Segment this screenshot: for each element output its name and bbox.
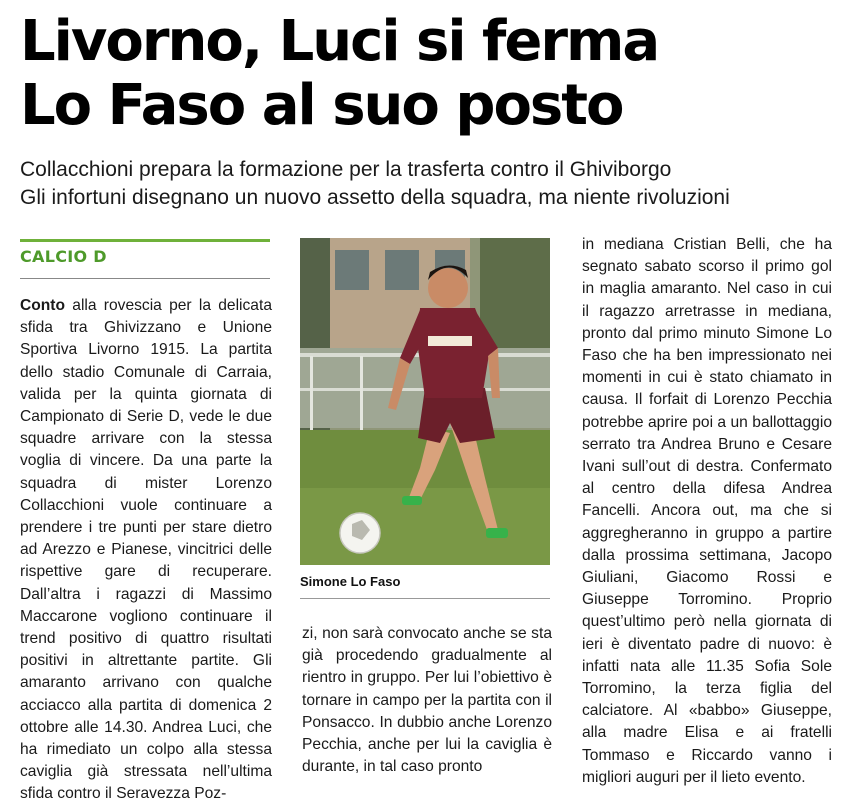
article-column-3 [582,234,832,789]
photo-caption: Simone Lo Faso [300,574,401,589]
headline-line-1: Livorno, Luci si ferma [20,9,659,74]
caption-divider [300,598,550,599]
article-text-3: in mediana Cristian Belli, che ha segnato sabato scorso il primo gol in maglia amaranto. Nel caso in cui il ragazzo arretrasse in mediana, pronto dal primo minuto Simone Lo Faso che ha ben impressionato nei momenti in cui è stato chiamato in causa. Il forfait di Lorenzo Pecchia potrebbe aprire poi a un ballottaggio serrato tra Andrea Bruno e Cesare Ivani sull’out di destra. Confermato al centro della difesa Andrea Fancelli. Ancora out, ma che si aggregheranno in gruppo a partire dalla prossima settimana, Jacopo Giuliani, Giacomo Rossi e Giuseppe Torromino. Proprio quest’ultimo però nella giornata di ieri è diventato padre di nuovo: è infatti nata alle 11.35 Sofia Sole Torromino, la terza figlia del calciatore. Al «babbo» Giuseppe, alla madre Elisa e ai fratelli Tommaso e Riccardo vanno i migliori auguri per il lieto evento. [582,236,832,786]
article-text-2: zi, non sarà convocato anche se sta già procedendo gradualmente al rientro in gruppo. Per lui l’obiettivo è tornare in campo per la partita con il Ponsacco. In dubbio anche Lorenzo Pecchia, anche per lui la caviglia è durante, in tal caso pronto [302,625,552,776]
section-rule [20,239,270,242]
article-lead-word: Conto [20,297,66,314]
subheadline-line-1: Collacchioni prepara la formazione per la trasferta contro il Ghiviborgo [20,158,672,181]
player-photo-illustration [300,238,550,565]
headline [20,10,830,138]
article-paragraph-1 [20,295,272,806]
subheadline [20,156,835,212]
headline-line-2: Lo Faso al suo posto [20,73,623,138]
article-column-2 [302,623,552,778]
section-divider [20,278,270,279]
article-text-1: alla rovescia per la delicata sfida tra Ghivizzano e Unione Sportiva Livorno 1915. La partita dello stadio Comunale di Carraia, valida per la quinta giornata di Campionato di Serie D, vede le due squadre arrivare con la stessa voglia di vincere. Da una parte la squadra di mister Lorenzo Collacchioni vuole continuare a prendere i tre punti per stare dietro ad Arezzo e Pianese, vincitrici delle rispettive gare di recuperare. Dall’altra i ragazzi di Massimo Maccarone vogliono continuare il trend positivo di quattro risultati positivi in altrettante partite. Gli amaranto arrivano con qualche acciacco alla partita di domenica 2 ottobre alle 14.30. Andrea Luci, che ha rimediato un colpo alla stessa caviglia già stressata nell’ultima sfida contro il Seravezza Poz- [20,297,272,803]
section-label: CALCIO D [20,247,107,266]
subheadline-line-2: Gli infortuni disegnano un nuovo assetto della squadra, ma niente rivoluzioni [20,186,730,209]
article-column-1 [20,295,272,806]
player-photo [300,238,550,565]
